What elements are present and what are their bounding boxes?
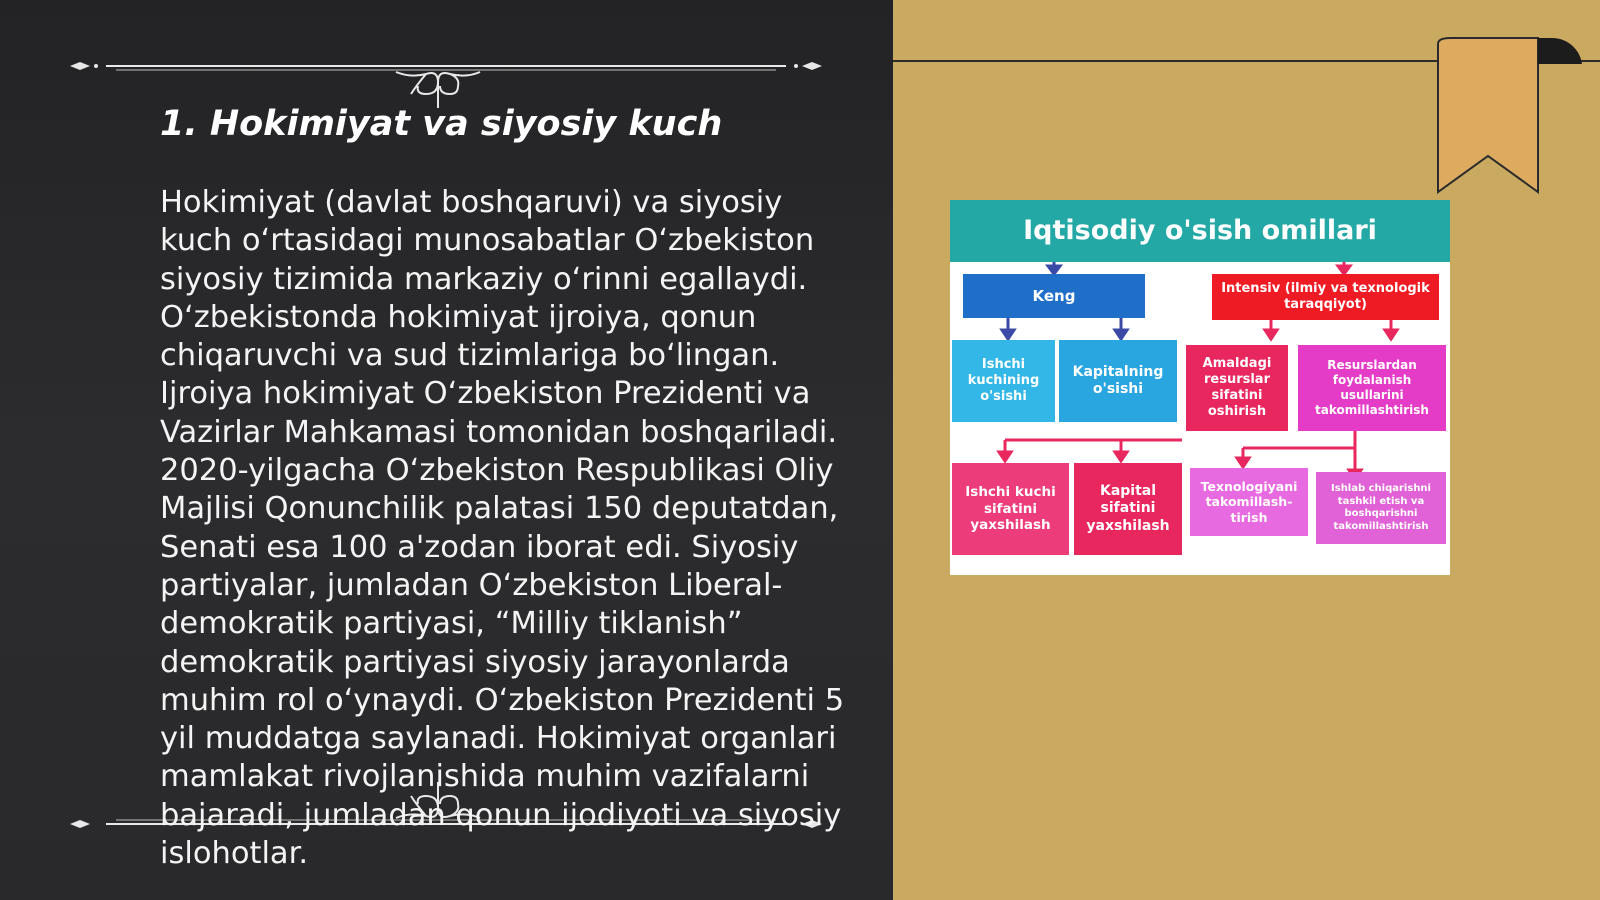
diagram-box-ishchi-kuchi-sifati: Ishchi kuchi sifatini yaxshilash — [952, 463, 1069, 555]
diagram-box-keng: Keng — [963, 274, 1145, 318]
diagram-box-kapital-sifati: Kapital sifatini yaxshilash — [1074, 463, 1182, 555]
diagram-box-texnologiyani: Texnologiyani takomillash-tirish — [1190, 468, 1308, 536]
diagram-box-amaldagi-resurslar: Amaldagi resurslar sifatini oshirish — [1186, 345, 1288, 431]
ornament-divider-top — [66, 50, 826, 110]
diagram-box-ishlab-chiqarish: Ishlab chiqarishni tashkil etish va boshqarishni takomillashtirish — [1316, 472, 1446, 544]
diagram-box-resurslardan-foydalanish: Resurslardan foydalanish usullarini takomillashtirish — [1298, 345, 1446, 431]
diagram-box-intensiv: Intensiv (ilmiy va texnologik taraqqiyot) — [1212, 274, 1439, 320]
diagram-box-ishchi-kuchi-osishi: Ishchi kuchining o'sishi — [952, 340, 1055, 422]
economic-growth-diagram — [950, 200, 1450, 575]
diagram-box-kapital-osishi: Kapitalning o'sishi — [1059, 340, 1177, 422]
bookmark-ribbon-icon — [1430, 34, 1590, 204]
diagram-title: Iqtisodiy o'sish omillari — [950, 200, 1450, 262]
slide-title: 1. Hokimiyat va siyosiy kuch — [160, 104, 723, 144]
slide-body-text: Hokimiyat (davlat boshqaruvi) va siyosiy kuch oʻrtasidagi munosabatlar Oʻzbekiston siyosiy tizimida markaziy oʻrinni egallaydi. Oʻzbekistonda hokimiyat ijroiya, qonun chiqaruvchi va sud tizimlariga boʻlingan. Ijroiya hokimiyat Oʻzbekiston Prezidenti va Vazirlar Mahkamasi tomonidan boshqariladi. 2020-yilgacha Oʻzbekiston Respublikasi Oliy Majlisi Qonunchilik palatasi 150 deputatdan, Senati esa 100 a'zodan iborat edi. Siyosiy partiyalar, jumladan Oʻzbekiston Liberal-demokratik partiyasi, “Milliy tiklanish” demokratik partiyasi siyosiy jarayonlarda muhim rol oʻynaydi. Oʻzbekiston Prezidenti 5 yil muddatga saylanadi. Hokimiyat organlari mamlakat rivojlanishida muhim vazifalarni bajaradi, jumladan qonun ijodiyoti va siyosiy islohotlar. — [160, 185, 845, 872]
